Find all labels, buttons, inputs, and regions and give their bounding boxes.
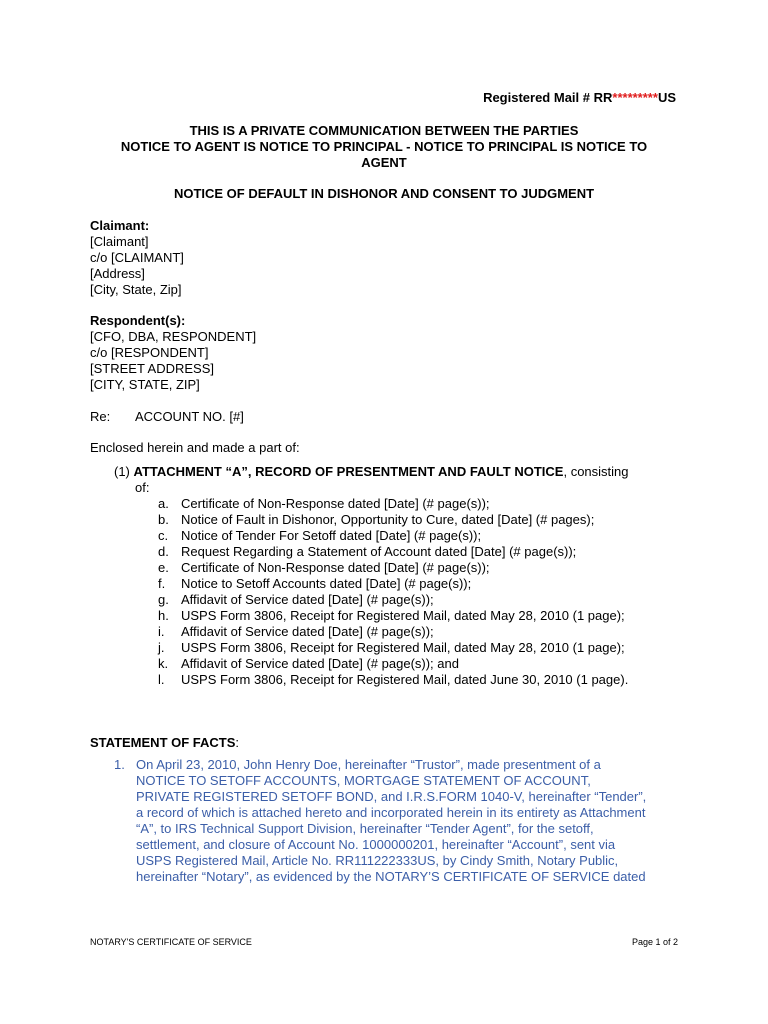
attachment-item-letter: f. xyxy=(158,576,166,591)
claimant-line: c/o [CLAIMANT] xyxy=(90,250,184,265)
facts-item-number: 1. xyxy=(114,757,125,772)
attachment-number: (1) xyxy=(114,464,130,479)
attachment-item-text: Notice of Fault in Dishonor, Opportunity to Cure, dated [Date] (# pages); xyxy=(181,512,595,527)
attachment-item-text: USPS Form 3806, Receipt for Registered Mail, dated June 30, 2010 (1 page). xyxy=(181,672,629,687)
facts-line: hereinafter “Notary”, as evidenced by the NOTARY’S CERTIFICATE OF SERVICE dated xyxy=(136,869,646,884)
attachment-tail: , consisting xyxy=(563,464,629,479)
attachment-item-text: Request Regarding a Statement of Account dated [Date] (# page(s)); xyxy=(181,544,577,559)
attachment-item-text: Certificate of Non-Response dated [Date] (# page(s)); xyxy=(181,496,490,511)
attachment-item-text: USPS Form 3806, Receipt for Registered Mail, dated May 28, 2010 (1 page); xyxy=(181,640,625,655)
attachment-item-text: Affidavit of Service dated [Date] (# page(s)); xyxy=(181,624,434,639)
title-notice-agent-line1: NOTICE TO AGENT IS NOTICE TO PRINCIPAL - NOTICE TO PRINCIPAL IS NOTICE TO xyxy=(120,139,648,154)
title-notice-agent-line2: AGENT xyxy=(361,155,407,170)
footer-left: NOTARY'S CERTIFICATE OF SERVICE xyxy=(90,937,252,947)
claimant-heading: Claimant: xyxy=(90,218,150,233)
attachment-continuation: of: xyxy=(135,480,150,495)
re-label: Re: xyxy=(90,409,111,424)
attachment-item-letter: g. xyxy=(158,592,169,607)
attachment-item-1 xyxy=(114,464,629,480)
respondent-line: [CITY, STATE, ZIP] xyxy=(90,377,200,392)
claimant-line: [Address] xyxy=(90,266,145,281)
respondent-line: [STREET ADDRESS] xyxy=(90,361,215,376)
mail-prefix: Registered Mail # RR xyxy=(483,90,613,105)
facts-line: “A”, to IRS Technical Support Division, hereinafter “Tender Agent”, for the setoff, xyxy=(136,821,594,836)
attachment-item-letter: k. xyxy=(158,656,169,671)
attachment-item-text: Affidavit of Service dated [Date] (# page(s)); xyxy=(181,592,434,607)
facts-line: settlement, and closure of Account No. 1000000201, hereinafter “Account”, sent via xyxy=(136,837,616,852)
attachment-item-letter: e. xyxy=(158,560,169,575)
claimant-line: [Claimant] xyxy=(90,234,149,249)
attachment-item-letter: d. xyxy=(158,544,169,559)
respondent-line: c/o [RESPONDENT] xyxy=(90,345,209,360)
attachment-item-letter: b. xyxy=(158,512,169,527)
mail-redacted-stars: ********* xyxy=(612,90,658,105)
footer-page-number: Page 1 of 2 xyxy=(631,937,678,947)
attachment-item-letter: l. xyxy=(158,672,165,687)
attachment-item-letter: j. xyxy=(158,640,165,655)
attachment-item-text: Notice of Tender For Setoff dated [Date] (# page(s)); xyxy=(181,528,482,543)
attachment-item-text: USPS Form 3806, Receipt for Registered Mail, dated May 28, 2010 (1 page); xyxy=(181,608,625,623)
facts-line: USPS Registered Mail, Article No. RR111222333US, by Cindy Smith, Notary Public, xyxy=(136,853,619,868)
attachment-item-letter: i. xyxy=(158,624,165,639)
facts-heading-colon: : xyxy=(235,735,240,750)
registered-mail-number xyxy=(483,90,676,106)
attachment-item-text: Notice to Setoff Accounts dated [Date] (# page(s)); xyxy=(181,576,472,591)
title-private-communication: THIS IS A PRIVATE COMMUNICATION BETWEEN THE PARTIES xyxy=(189,123,579,138)
enclosed-intro: Enclosed herein and made a part of: xyxy=(90,440,300,455)
attachment-title: ATTACHMENT “A”, RECORD OF PRESENTMENT AND FAULT NOTICE xyxy=(133,464,564,479)
attachment-item-letter: c. xyxy=(158,528,169,543)
claimant-line: [City, State, Zip] xyxy=(90,282,182,297)
attachment-item-letter: a. xyxy=(158,496,169,511)
respondent-heading: Respondent(s): xyxy=(90,313,186,328)
re-account-number: ACCOUNT NO. [#] xyxy=(135,409,244,424)
attachment-item-letter: h. xyxy=(158,608,169,623)
attachment-item-text: Certificate of Non-Response dated [Date] (# page(s)); xyxy=(181,560,490,575)
facts-line: NOTICE TO SETOFF ACCOUNTS, MORTGAGE STATEMENT OF ACCOUNT, xyxy=(136,773,591,788)
facts-heading-line xyxy=(90,735,239,751)
title-notice-default: NOTICE OF DEFAULT IN DISHONOR AND CONSENT TO JUDGMENT xyxy=(173,186,595,201)
attachment-item-text: Affidavit of Service dated [Date] (# page(s)); and xyxy=(181,656,459,671)
facts-line: a record of which is attached hereto and incorporated herein in its entirety as Attachment xyxy=(136,805,646,820)
facts-line: On April 23, 2010, John Henry Doe, hereinafter “Trustor”, made presentment of a xyxy=(136,757,601,772)
respondent-line: [CFO, DBA, RESPONDENT] xyxy=(90,329,257,344)
mail-suffix: US xyxy=(657,90,676,105)
facts-line: PRIVATE REGISTERED SETOFF BOND, and I.R.S.FORM 1040-V, hereinafter “Tender”, xyxy=(136,789,647,804)
facts-heading: STATEMENT OF FACTS xyxy=(90,735,236,750)
